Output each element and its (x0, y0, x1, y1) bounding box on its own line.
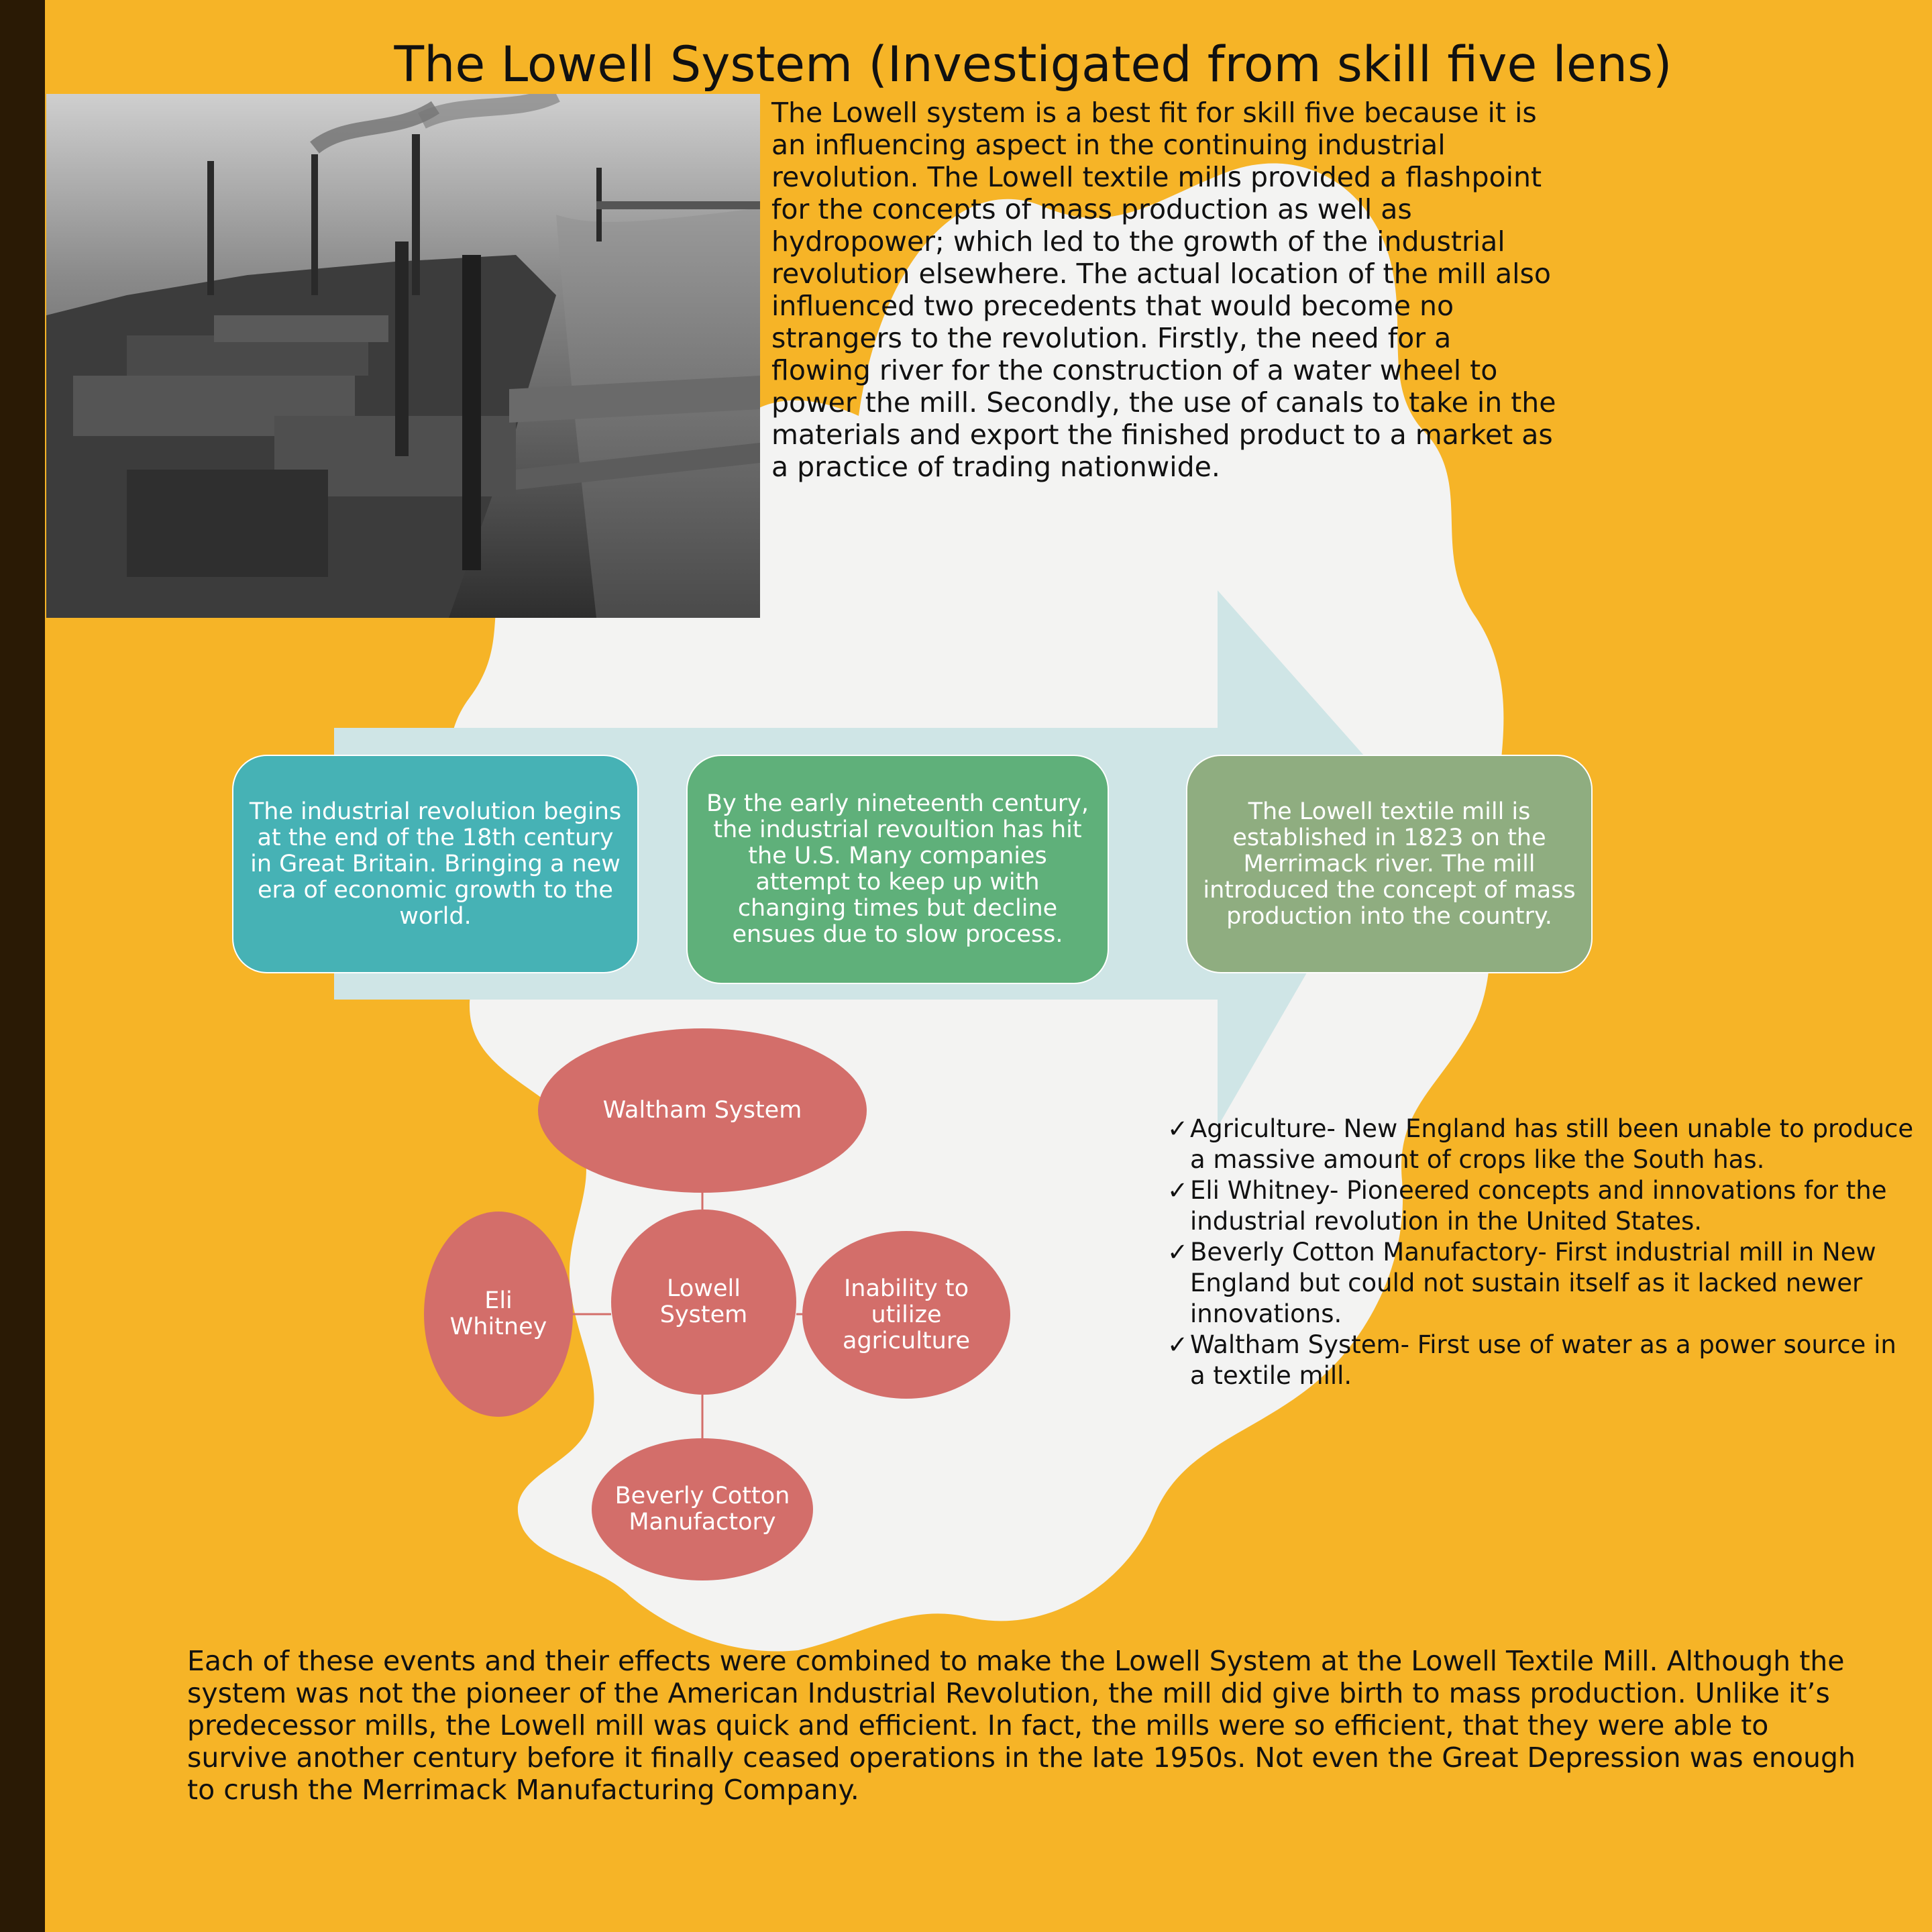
closing-paragraph: Each of these events and their effects were combined to make the Lowell System at the Lowell Textile Mill. Although the system was not the pioneer of the American Industrial Revolution, the mill did give birth to mass production. Unlike it’s predecessor mills, the Lowell mill was quick and efficient. In fact, the mills were so efficient, that they were able to survive another century before it finally ceased operations in the late 1950s. Not even the Great Depression was enough to crush the Merrimack Manufacturing Company. (187, 1645, 1856, 1806)
checklist-item (1167, 1175, 1919, 1237)
mindmap-node-beverly (592, 1438, 813, 1580)
checklist-item (1167, 1114, 1919, 1175)
mindmap-node-lowell-label: Lowell System (659, 1275, 748, 1328)
mindmap-node-agriculture-label: Inability to utilize agriculture (843, 1275, 970, 1354)
timeline-box-2-text: By the early nineteenth century, the industrial revoultion has hit the U.S. Many companies attempt to keep up with changing times but decline ensues due to slow process. (706, 790, 1089, 948)
timeline-box-3-text: The Lowell textile mill is established in 1823 on the Merrimack river. The mill introduced the concept of mass production into the country. (1203, 798, 1576, 930)
checkmark-icon: ✓ (1167, 1176, 1189, 1205)
checklist-item (1167, 1330, 1919, 1391)
mindmap-node-waltham-label: Waltham System (602, 1097, 802, 1124)
checklist-item-text: Beverly Cotton Manufactory- First industrial mill in New England but could not sustain itself as it lacked newer innovations. (1190, 1238, 1876, 1328)
checkmark-icon: ✓ (1167, 1114, 1189, 1143)
checklist-item-text: Eli Whitney- Pioneered concepts and innovations for the industrial revolution in the United States. (1190, 1176, 1887, 1236)
page-title: The Lowell System (Investigated from skill five lens) (394, 36, 1672, 93)
checklist-item-text: Waltham System- First use of water as a power source in a textile mill. (1190, 1330, 1896, 1390)
checklist (1167, 1114, 1919, 1391)
intro-paragraph: The Lowell system is a best fit for skill five because it is an influencing aspect in the continuing industrial revolution. The Lowell textile mills provided a flashpoint for the concepts of mass production as well as hydropower; which led to the growth of the industrial revolution elsewhere. The actual location of the mill also influenced two precedents that would become no strangers to the revolution. Firstly, the need for a flowing river for the construction of a water wheel to power the mill. Secondly, the use of canals to take in the materials and export the finished product to a market as a practice of trading nationwide. (771, 97, 1556, 483)
mindmap-node-eli-label: Eli Whitney (449, 1287, 547, 1340)
mindmap-node-lowell-center (611, 1210, 796, 1395)
checklist-item-text: Agriculture- New England has still been unable to produce a massive amount of crops like the South has. (1190, 1114, 1914, 1174)
checklist-item (1167, 1237, 1919, 1330)
mindmap-node-waltham (538, 1028, 867, 1193)
checkmark-icon: ✓ (1167, 1330, 1189, 1359)
mindmap-node-eli-whitney (424, 1212, 573, 1417)
timeline-box-1-text: The industrial revolution begins at the end of the 18th century in Great Britain. Bringing a new era of economic growth to the world. (249, 798, 622, 930)
checkmark-icon: ✓ (1167, 1238, 1189, 1267)
mindmap-node-beverly-label: Beverly Cotton Manufactory (614, 1483, 790, 1536)
mindmap-node-agriculture (802, 1231, 1010, 1399)
